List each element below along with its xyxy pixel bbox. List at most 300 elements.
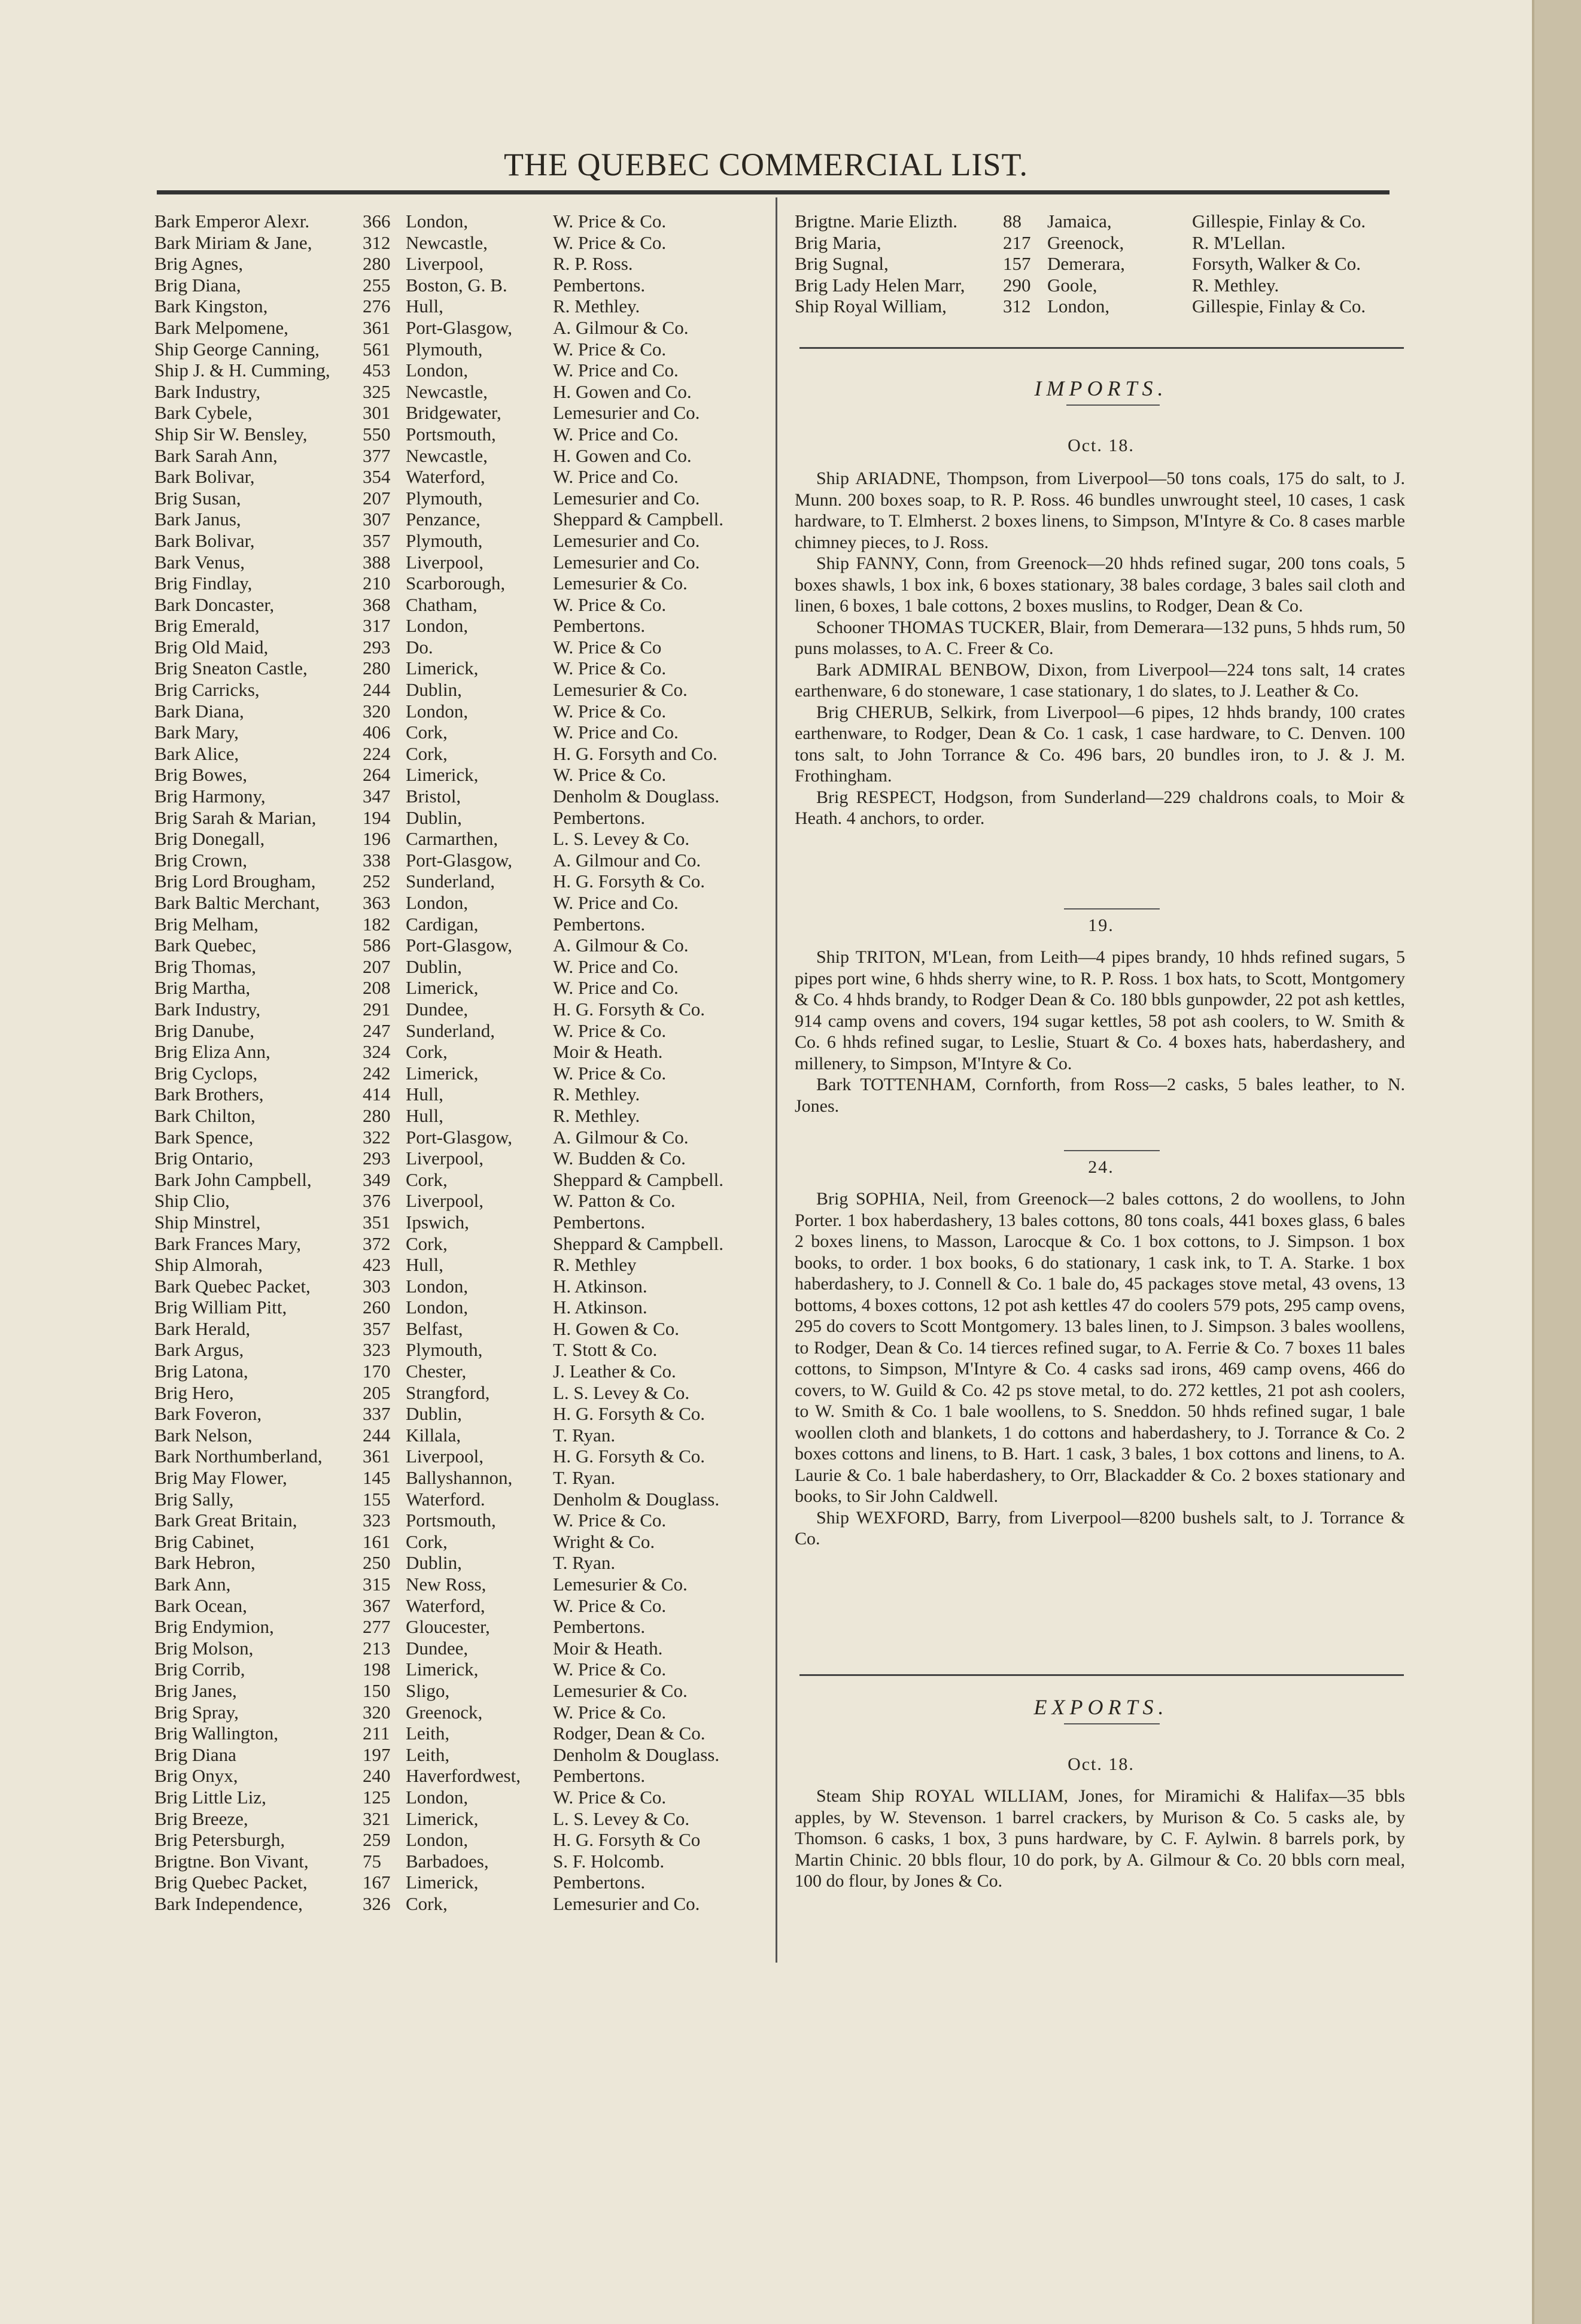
ship-row (154, 1765, 765, 1787)
ship-name: Bark Industry, (154, 381, 261, 402)
ship-row (154, 1851, 765, 1872)
ship-name: Bark Kingston, (154, 296, 268, 317)
ship-row (154, 1787, 765, 1808)
heading-underline (1066, 404, 1160, 406)
ship-tonnage: 423 (363, 1254, 391, 1276)
ship-tonnage: 182 (363, 913, 391, 935)
ship-tonnage: 303 (363, 1275, 391, 1297)
ship-name: Brig Emerald, (154, 615, 260, 637)
ship-port: Liverpool, (406, 1190, 484, 1212)
ship-port: Ballyshannon, (406, 1467, 513, 1489)
ship-name: Bark Chilton, (154, 1105, 256, 1126)
ship-tonnage: 312 (1003, 296, 1031, 317)
ship-port: Barbadoes, (406, 1850, 489, 1872)
ship-row (154, 594, 765, 616)
ship-name: Brig Cyclops, (154, 1062, 258, 1084)
ship-agent: Gillespie, Finlay & Co. (1192, 211, 1366, 232)
ship-tonnage: 145 (363, 1467, 391, 1489)
ship-agent: T. Ryan. (553, 1552, 616, 1574)
ship-name: Brig Sugnal, (795, 253, 889, 275)
ship-agent: W. Price & Co. (553, 594, 667, 615)
ship-tonnage: 372 (363, 1233, 391, 1254)
imports-date-oct-18: Oct. 18. (1068, 436, 1135, 455)
ship-port: Limerick, (406, 977, 479, 999)
ship-name: Brig Molson, (154, 1637, 254, 1659)
ship-agent: W. Price and Co. (553, 977, 679, 999)
ship-agent: W. Price and Co. (553, 722, 679, 743)
ship-port: Cardigan, (406, 913, 479, 935)
ship-port: Waterford, (406, 466, 485, 488)
ship-tonnage: 247 (363, 1020, 391, 1041)
ship-tonnage: 354 (363, 466, 391, 488)
ship-name: Brig Hero, (154, 1382, 234, 1403)
ship-agent: Pembertons. (553, 1211, 646, 1233)
ship-name: Bark Foveron, (154, 1403, 262, 1425)
ship-agent: W. Price & Co. (553, 1701, 667, 1723)
ship-name: Bark Cybele, (154, 402, 253, 424)
ship-tonnage: 280 (363, 1105, 391, 1126)
ship-tonnage: 157 (1003, 253, 1031, 275)
ship-row (154, 488, 765, 509)
ship-agent: T. Ryan. (553, 1424, 616, 1446)
ship-name: Bark Bolivar, (154, 530, 255, 551)
ship-row (154, 1893, 765, 1915)
ship-port: Waterford, (406, 1595, 485, 1616)
ship-tonnage: 196 (363, 828, 391, 850)
ship-row (154, 977, 765, 999)
ship-name: Brig Findlay, (154, 573, 253, 594)
ship-tonnage: 207 (363, 956, 391, 977)
ship-port: Demerara, (1047, 253, 1125, 275)
ship-port: Hull, (406, 1254, 443, 1276)
ship-port: Bridgewater, (406, 402, 501, 424)
ship-port: Dublin, (406, 1552, 462, 1574)
ship-agent: W. Price & Co. (553, 1595, 667, 1616)
ship-port: Port-Glasgow, (406, 317, 512, 338)
ship-name: Bark Herald, (154, 1318, 251, 1339)
ship-name: Brig Corrib, (154, 1659, 245, 1680)
ship-name: Bark Bolivar, (154, 466, 255, 488)
ship-agent: Moir & Heath. (553, 1637, 663, 1659)
ship-port: Scarborough, (406, 573, 506, 594)
ship-row (154, 1382, 765, 1404)
ship-port: Hull, (406, 1105, 443, 1126)
ship-tonnage: 207 (363, 487, 391, 509)
ship-tonnage: 211 (363, 1723, 390, 1744)
ship-agent: Lemesurier and Co. (553, 1893, 700, 1914)
ship-row (154, 1702, 765, 1723)
ship-name: Brig Diana, (154, 274, 241, 296)
ship-tonnage: 290 (1003, 274, 1031, 296)
ship-tonnage: 260 (363, 1297, 391, 1318)
ship-tonnage: 242 (363, 1062, 391, 1084)
import-entry: Bark TOTTENHAM, Cornforth, from Ross—2 casks, 5 bales leather, to N. Jones. (795, 1075, 1405, 1116)
ship-tonnage: 347 (363, 786, 391, 807)
ship-name: Brig Onyx, (154, 1765, 238, 1787)
ship-agent: T. Stott & Co. (553, 1339, 658, 1361)
ship-port: Plymouth, (406, 487, 483, 509)
ship-port: Liverpool, (406, 1446, 484, 1467)
ship-agent: W. Price and Co. (553, 892, 679, 913)
ship-row (154, 615, 765, 637)
ship-agent: H. Atkinson. (553, 1297, 647, 1318)
ship-agent: W. Price & Co. (553, 211, 667, 232)
ship-agent: Pembertons. (553, 913, 646, 935)
ship-row (154, 935, 765, 956)
ship-tonnage: 366 (363, 211, 391, 232)
ship-name: Bark Venus, (154, 551, 245, 573)
ship-agent: Pembertons. (553, 615, 646, 637)
ship-port: Cork, (406, 743, 448, 764)
ship-name: Brig Martha, (154, 977, 251, 999)
ship-tonnage: 213 (363, 1637, 391, 1659)
import-entry: Brig SOPHIA, Neil, from Greenock—2 bales cottons, 2 do woollens, to John Porter. 1 box haberdashery, 13 bales cottons, 80 tons coals, 441 boxes glass, 6 bales 2 boxes linens, to Masson, Larocque & Co. 1 box cottons, to J. Simpson. 1 box books, to order. 1 box books, 6 do stationary, 1 cask ink, to T. A. Starke. 1 box haberdashery, to J. Connell & Co. 1 bale do, 45 packages stove metal, 43 ovens, 13 bottoms, 4 boxes cottons, 12 pot ash kettles 47 do coolers 579 pots, 295 camp ovens, 295 do covers to Scott Montgomery. 13 bales linen, to J. Simpson. 3 bales woollens, to Rodger, Dean & Co. 14 tierces refined sugar, to A. Ferrie & Co. 7 boxes 11 bales cottons, to Simpson, M'Intyre & Co. 4 casks sad irons, 469 camp ovens, 466 do covers, to W. Guild & Co. 42 ps stove metal, to do. 272 kettles, 21 pot ash coolers, to W. Smith & Co. 1 bale woollens, to S. Sneddon. 50 hhds refined sugar, 1 bale woollen cloth and blankets, 1 do cottons and haberdashery, to J. Torrance & Co. 2 boxes cottons and linens, to B. Hart. 1 cask, 3 bales, 1 box cottons and linens, to A. Laurie & Co. 1 bale haberdashery, to Orr, Blackadder & Co. 2 boxes stationary and books, to Sir John Caldwell. (795, 1189, 1405, 1506)
ship-agent: H. Gowen and Co. (553, 445, 692, 466)
ship-row (154, 1339, 765, 1361)
ship-port: Plymouth, (406, 530, 483, 551)
ship-tonnage: 325 (363, 381, 391, 402)
ship-agent: H. G. Forsyth and Co. (553, 743, 717, 764)
ship-tonnage: 125 (363, 1786, 391, 1808)
ship-tonnage: 550 (363, 423, 391, 445)
ship-port: Dublin, (406, 1403, 462, 1425)
import-entry: Ship TRITON, M'Lean, from Leith—4 pipes brandy, 10 hhds refined sugars, 5 pipes port wine, 6 hhds sherry wine, to R. P. Ross. 1 box hats, to Scott, Montgomery & Co. 4 hhds brandy, to Rodger Dean & Co. 180 bbls gunpowder, 22 pot ash kettles, 914 camp ovens and covers, 194 sugar kettles, 58 pot ash coolers, to W. Smith & Co. 6 hhds refined sugar, to Leslie, Stuart & Co. 4 boxes hats, haberdashery, and millenery, to Simpson, M'Intyre & Co. (795, 947, 1405, 1073)
ship-name: Brig Harmony, (154, 786, 266, 807)
ship-agent: H. G. Forsyth & Co. (553, 998, 706, 1020)
ship-port: London, (406, 892, 469, 913)
ship-port: Liverpool, (406, 551, 484, 573)
ship-agent: R. Methley (553, 1254, 637, 1276)
ship-row (154, 1212, 765, 1233)
ship-tonnage: 561 (363, 338, 391, 360)
ship-tonnage: 252 (363, 871, 391, 892)
ship-row (154, 552, 765, 573)
ship-tonnage: 259 (363, 1829, 391, 1851)
section-rule (799, 347, 1404, 349)
ship-tonnage: 88 (1003, 211, 1021, 232)
ship-row (154, 1723, 765, 1744)
ship-agent: Sheppard & Campbell. (553, 509, 723, 530)
ship-tonnage: 293 (363, 636, 391, 658)
ship-row (154, 573, 765, 594)
ship-row (154, 1425, 765, 1446)
ship-tonnage: 317 (363, 615, 391, 637)
ship-row (154, 1169, 765, 1191)
exports-date: Oct. 18. (1068, 1754, 1135, 1774)
ship-agent: Pembertons. (553, 274, 646, 296)
ship-name: Brig Endymion, (154, 1616, 274, 1638)
ship-agent: W. Price & Co. (553, 1062, 667, 1084)
ship-name: Brig Janes, (154, 1680, 237, 1701)
ship-tonnage: 414 (363, 1084, 391, 1105)
ship-row (154, 1190, 765, 1212)
ship-tonnage: 322 (363, 1126, 391, 1148)
ship-port: London, (406, 700, 469, 722)
ship-agent: W. Price and Co. (553, 360, 679, 381)
ship-row (154, 232, 765, 254)
ship-tonnage: 367 (363, 1595, 391, 1616)
ship-name: Brig Danube, (154, 1020, 255, 1041)
ship-tonnage: 244 (363, 679, 391, 701)
ship-row (154, 999, 765, 1020)
ship-row (154, 743, 765, 765)
ship-port: New Ross, (406, 1574, 487, 1595)
ship-row (795, 211, 1405, 232)
ship-tonnage: 338 (363, 849, 391, 871)
ship-tonnage: 155 (363, 1488, 391, 1510)
ship-agent: Denholm & Douglass. (553, 786, 720, 807)
imports-date-24: 24. (1088, 1157, 1114, 1177)
ship-agent: Lemesurier and Co. (553, 487, 700, 509)
ship-agent: Sheppard & Campbell. (553, 1233, 723, 1254)
arrivals-list-left (154, 211, 765, 1915)
import-entry: Ship ARIADNE, Thompson, from Liverpool—50 tons coals, 175 do salt, to J. Munn. 200 boxes soap, to R. P. Ross. 46 bundles unwrought steel, 10 cases, 1 cask hardware, to T. Elmherst. 2 boxes linens, to Simpson, M'Intyre & Co. 8 cases marble chimney pieces, to J. Ross. (795, 469, 1405, 552)
ship-agent: W. Price and Co. (553, 466, 679, 488)
title-rule (157, 190, 1390, 194)
ship-name: Bark Quebec, (154, 935, 257, 956)
heading-underline (1064, 1723, 1160, 1724)
ship-agent: L. S. Levey & Co. (553, 1808, 690, 1829)
ship-tonnage: 320 (363, 1701, 391, 1723)
ship-port: Newcastle, (406, 232, 488, 253)
ship-tonnage: 75 (363, 1850, 381, 1872)
ship-row (154, 402, 765, 424)
ship-agent: H. Gowen and Co. (553, 381, 692, 402)
ship-agent: W. Price & Co. (553, 1659, 667, 1680)
ship-tonnage: 406 (363, 722, 391, 743)
page-title: THE QUEBEC COMMERCIAL LIST. (504, 147, 1028, 182)
ship-port: Ipswich, (406, 1211, 469, 1233)
ship-row (154, 424, 765, 445)
exports-paragraph (795, 1785, 1405, 1892)
ship-agent: Forsyth, Walker & Co. (1192, 253, 1361, 275)
ship-row (154, 339, 765, 360)
ship-name: Bark Argus, (154, 1339, 244, 1361)
ship-agent: Lemesurier & Co. (553, 573, 688, 594)
ship-port: Port-Glasgow, (406, 849, 512, 871)
ship-port: Hull, (406, 296, 443, 317)
ship-agent: W. Price & Co. (553, 658, 667, 679)
ship-port: Leith, (406, 1744, 450, 1765)
ship-row (154, 253, 765, 275)
ship-agent: R. P. Ross. (553, 253, 633, 275)
ship-agent: R. Methley. (553, 1084, 640, 1105)
ship-port: Strangford, (406, 1382, 490, 1403)
ship-port: Chester, (406, 1361, 467, 1382)
ship-tonnage: 349 (363, 1169, 391, 1190)
ship-port: Newcastle, (406, 445, 488, 466)
ship-port: Limerick, (406, 1872, 479, 1893)
ship-port: London, (406, 360, 469, 381)
ship-agent: A. Gilmour & Co. (553, 935, 689, 956)
ship-row (154, 509, 765, 530)
ship-name: Brig Thomas, (154, 956, 256, 977)
ship-port: Liverpool, (406, 1148, 484, 1169)
imports-19 (795, 947, 1405, 1117)
ship-agent: Lemesurier & Co. (553, 1574, 688, 1595)
ship-row (154, 1127, 765, 1148)
ship-row (154, 1808, 765, 1830)
ship-row (154, 1276, 765, 1297)
ship-tonnage: 320 (363, 700, 391, 722)
ship-tonnage: 194 (363, 807, 391, 828)
ship-row (154, 1552, 765, 1574)
imports-24 (795, 1188, 1405, 1550)
ship-tonnage: 453 (363, 360, 391, 381)
ship-tonnage: 170 (363, 1361, 391, 1382)
ship-tonnage: 321 (363, 1808, 391, 1829)
ship-name: Brig William Pitt, (154, 1297, 287, 1318)
ship-row (154, 850, 765, 871)
ship-tonnage: 240 (363, 1765, 391, 1787)
ship-tonnage: 210 (363, 573, 391, 594)
ship-tonnage: 255 (363, 274, 391, 296)
section-rule (799, 1674, 1404, 1676)
ship-row (154, 1403, 765, 1425)
ship-name: Brig Carricks, (154, 679, 260, 701)
ship-name: Brig Petersburgh, (154, 1829, 285, 1851)
ship-row (154, 296, 765, 317)
ship-name: Brig Sally, (154, 1488, 234, 1510)
import-entry: Bark ADMIRAL BENBOW, Dixon, from Liverpool—224 tons salt, 14 crates earthenware, 6 do stoneware, 1 case stationary, 1 do slates, to J. Leather & Co. (795, 659, 1405, 701)
ship-port: Dundee, (406, 998, 469, 1020)
ship-name: Brig Latona, (154, 1361, 248, 1382)
ship-agent: Lemesurier and Co. (553, 551, 700, 573)
ship-name: Brig Ontario, (154, 1148, 254, 1169)
ship-row (154, 1744, 765, 1766)
ship-agent: W. Price and Co. (553, 423, 679, 445)
ship-name: Brig Sarah & Marian, (154, 807, 317, 828)
ship-tonnage: 291 (363, 998, 391, 1020)
ship-port: Do. (406, 636, 433, 658)
ship-agent: W. Price and Co. (553, 956, 679, 977)
import-entry: Ship WEXFORD, Barry, from Liverpool—8200 bushels salt, to J. Torrance & Co. (795, 1507, 1405, 1549)
ship-name: Brig Agnes, (154, 253, 244, 275)
ship-row (154, 1084, 765, 1105)
ship-name: Bark Diana, (154, 700, 244, 722)
ship-port: Plymouth, (406, 338, 483, 360)
ship-port: Port-Glasgow, (406, 1126, 512, 1148)
ship-tonnage: 324 (363, 1041, 391, 1063)
ship-tonnage: 217 (1003, 232, 1031, 253)
ship-agent: W. Price & Co. (553, 1786, 667, 1808)
ship-tonnage: 357 (363, 530, 391, 551)
ship-name: Bark Northumberland, (154, 1446, 323, 1467)
ship-row (154, 1616, 765, 1638)
ship-port: Limerick, (406, 1808, 479, 1829)
ship-port: Cork, (406, 1169, 448, 1190)
ship-tonnage: 244 (363, 1424, 391, 1446)
ship-name: Bark Sarah Ann, (154, 445, 278, 466)
ship-agent: H. Gowen & Co. (553, 1318, 679, 1339)
ship-name: Brig Diana (154, 1744, 236, 1765)
ship-port: Portsmouth, (406, 423, 496, 445)
ship-row (154, 1510, 765, 1531)
ship-agent: Pembertons. (553, 807, 646, 828)
ship-agent: R. Methley. (553, 296, 640, 317)
ship-name: Brig Maria, (795, 232, 881, 253)
ship-port: Sligo, (406, 1680, 450, 1701)
ship-row (154, 1829, 765, 1851)
ship-tonnage: 167 (363, 1872, 391, 1893)
ship-port: Cork, (406, 1233, 448, 1254)
ship-row (154, 1489, 765, 1510)
ship-agent: A. Gilmour & Co. (553, 317, 689, 338)
ship-tonnage: 250 (363, 1552, 391, 1574)
date-rule (1064, 1150, 1160, 1151)
ship-name: Ship George Canning, (154, 338, 320, 360)
ship-port: Haverfordwest, (406, 1765, 521, 1787)
ship-agent: A. Gilmour and Co. (553, 849, 701, 871)
import-entry: Ship FANNY, Conn, from Greenock—20 hhds refined sugar, 200 tons coals, 5 boxes shawls, 1 box ink, 6 boxes stationary, 38 bales cordage, 3 bales sail cloth and linen, 6 boxes, 1 bale cottons, 2 boxes muslins, to Rodger, Dean & Co. (795, 553, 1405, 616)
ship-agent: Lemesurier & Co. (553, 1680, 688, 1701)
ship-port: Limerick, (406, 658, 479, 679)
ship-row (154, 701, 765, 722)
ship-port: Liverpool, (406, 253, 484, 275)
ship-agent: R. Methley. (553, 1105, 640, 1126)
imports-date-19: 19. (1088, 915, 1114, 935)
ship-name: Bark Melpomene, (154, 317, 288, 338)
ship-port: Plymouth, (406, 1339, 483, 1361)
ship-name: Bark Janus, (154, 509, 241, 530)
ship-agent: W. Price & Co. (553, 764, 667, 786)
ship-name: Bark Great Britain, (154, 1510, 297, 1531)
ship-tonnage: 361 (363, 1446, 391, 1467)
ship-tonnage: 351 (363, 1211, 391, 1233)
ship-row (154, 211, 765, 232)
ship-name: Bark Alice, (154, 743, 239, 764)
ship-name: Brigtne. Bon Vivant, (154, 1850, 309, 1872)
ship-tonnage: 357 (363, 1318, 391, 1339)
ship-name: Brigtne. Marie Elizth. (795, 211, 958, 232)
imports-oct-18 (795, 468, 1405, 829)
ship-tonnage: 586 (363, 935, 391, 956)
ship-port: London, (406, 1297, 469, 1318)
ship-port: Chatham, (406, 594, 478, 615)
ship-row (154, 1595, 765, 1617)
ship-name: Ship Royal William, (795, 296, 947, 317)
ship-tonnage: 280 (363, 253, 391, 275)
ship-agent: W. Budden & Co. (553, 1148, 686, 1169)
import-entry: Brig RESPECT, Hodgson, from Sunderland—229 chaldrons coals, to Moir & Heath. 4 anchors, to order. (795, 787, 1405, 828)
ship-row (154, 1063, 765, 1084)
ship-name: Ship Minstrel, (154, 1211, 261, 1233)
ship-name: Bark Spence, (154, 1126, 254, 1148)
ship-name: Ship Almorah, (154, 1254, 263, 1276)
ship-agent: W. Price & Co. (553, 700, 667, 722)
ship-port: Leith, (406, 1723, 450, 1744)
ship-name: Brig Lord Brougham, (154, 871, 316, 892)
ship-port: Gloucester, (406, 1616, 490, 1638)
ship-name: Brig Cabinet, (154, 1531, 255, 1552)
ship-agent: H. G. Forsyth & Co (553, 1829, 701, 1851)
ship-name: Brig Spray, (154, 1701, 239, 1723)
ship-agent: Lemesurier and Co. (553, 530, 700, 551)
ship-agent: W. Patton & Co. (553, 1190, 676, 1212)
ship-row (154, 658, 765, 679)
ship-port: London, (406, 211, 469, 232)
ship-port: Sunderland, (406, 871, 495, 892)
ship-agent: Rodger, Dean & Co. (553, 1723, 706, 1744)
ship-agent: L. S. Levey & Co. (553, 828, 690, 850)
ship-name: Bark Independence, (154, 1893, 303, 1914)
ship-port: London, (406, 1786, 469, 1808)
ship-agent: Pembertons. (553, 1765, 646, 1787)
ship-tonnage: 276 (363, 296, 391, 317)
ship-name: Brig Susan, (154, 487, 241, 509)
ship-tonnage: 323 (363, 1510, 391, 1531)
ship-row (154, 786, 765, 807)
